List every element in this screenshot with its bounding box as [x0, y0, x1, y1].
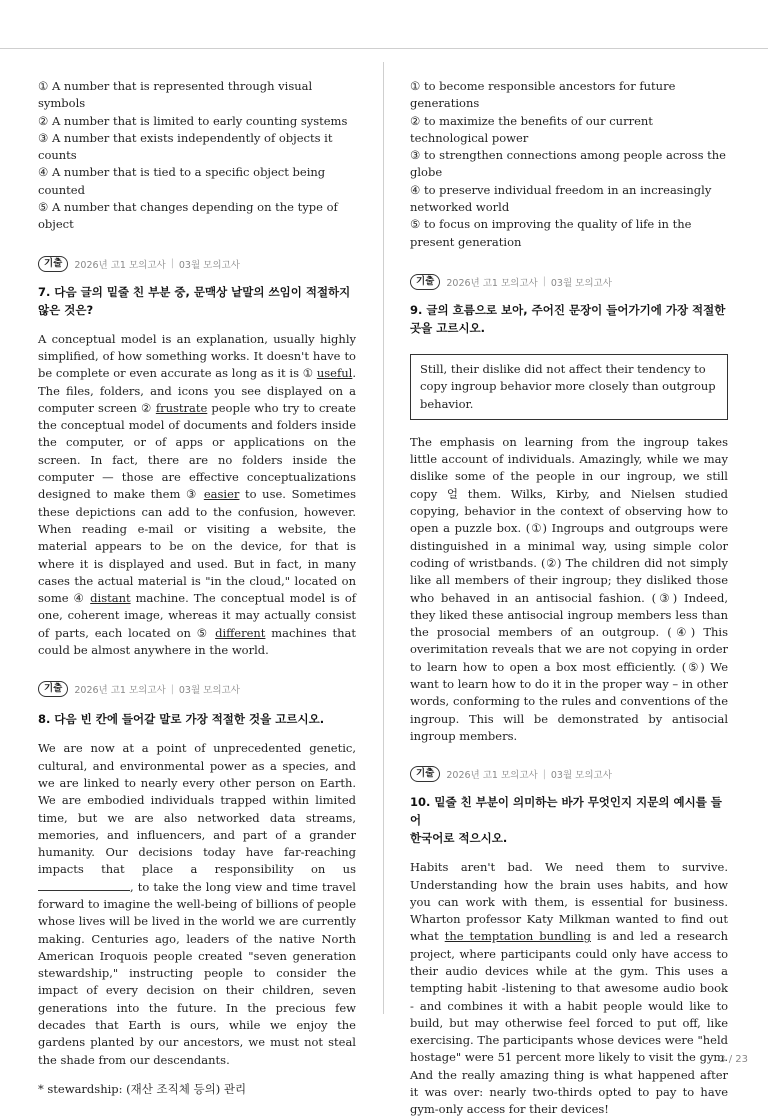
q10-title	[410, 793, 728, 847]
q7-text-3: people who try to create the conceptual model of documents and folders inside the computer, or of apps or applications on the screen. In fact, there are no folders inside the computer — those are effective conceptualizations designed to make them ③	[38, 400, 356, 502]
q8-year: 2026년 고1 모의고사	[74, 685, 166, 697]
q10-year: 2026년 고1 모의고사	[446, 770, 538, 782]
q9-passage: The emphasis on learning from the ingroup takes little account of individuals. Amazingly, while we may dislike some of the people in our ingroup, we still copy 얼 them. Wilks, Kirby, and Nielsen studied copying, behavior in the context of observing how to open a puzzle box. (①) Ingroups and outgroups were distinguished in a minimal way, using simple color coding of wristbands. (②) The children did not simply like all members of their ingroup; they disliked those who behaved in an antisocial fashion. (③) Indeed, they liked these antisocial ingroup members less than the prosocial members of an outgroup. (④) This overimitation reveals that we are not copying in order to learn how to open a box most efficiently. (⑤) We want to learn how to do it in the proper way – in other words, conforming to the rules and conventions of the ingroup. This will be demonstrated by antisocial ingroup members.	[410, 434, 728, 743]
q8-footnote: * stewardship: (재산 조직체 등의) 관리	[38, 1081, 247, 1096]
page-number: 3 / 23	[719, 1054, 748, 1065]
q6-option-4: ④ A number that is tied to a specific object being counted	[38, 165, 326, 197]
q7-title-line1: 7. 다음 글의 밑줄 친 부분 중, 문맥상 낱말의 쓰임이 적절하지	[38, 284, 351, 299]
q7-exam: 03월 모의고사	[178, 259, 240, 271]
q7-underline-4: distant	[90, 591, 131, 606]
q7-year: 2026년 고1 모의고사	[74, 259, 166, 271]
q8-exam: 03월 모의고사	[178, 685, 240, 697]
q9-exam: 03월 모의고사	[550, 277, 612, 289]
q7-text-1: A conceptual model is an explanation, usually highly simplified, of how something works. It doesn't have to be complete or even accurate as long as it is ①	[38, 331, 356, 381]
q10-underline-1: the temptation bundling	[444, 929, 591, 944]
q9-given-sentence-box: Still, their dislike did not affect their tendency to copy ingroup behavior more closely than outgroup behavior.	[410, 354, 728, 420]
q8-option-1: ① to become responsible ancestors for future generations	[410, 79, 676, 111]
q7-underline-5: different	[215, 625, 266, 640]
q6-option-1: ① A number that is represented through visual symbols	[38, 79, 313, 111]
q9-title-line2: 곳을 고르시오.	[410, 320, 486, 335]
q8-blank	[38, 880, 130, 891]
q10-title-line1: 10. 밑줄 친 부분이 의미하는 바가 무엇인지 지문의 예시를 들어	[410, 795, 722, 828]
q7-text-4: to use. Sometimes these depictions can add to the confusion, however. When reading e-mail or visiting a website, the material appears to be on the device, for that is where it is displayed and used. But in fact, in many cases the actual material is "in the cloud," located on some ④	[38, 487, 356, 606]
column-divider	[383, 62, 384, 1014]
q9-year: 2026년 고1 모의고사	[446, 277, 538, 289]
q6-option-5: ⑤ A number that changes depending on the type of object	[38, 200, 338, 232]
q6-option-3: ③ A number that exists independently of objects it counts	[38, 130, 333, 163]
q9-tag-row	[410, 273, 728, 291]
q10-tag-row	[410, 765, 728, 783]
q7-passage	[38, 331, 356, 660]
q8-option-5: ⑤ to focus on improving the quality of life in the present generation	[410, 217, 692, 249]
q9-tag-badge: 기출	[410, 274, 440, 290]
q7-underline-2: frustrate	[155, 400, 208, 415]
q6-options	[38, 78, 356, 234]
left-column	[38, 78, 356, 1098]
q7-text-2: . The files, folders, and icons you see displayed on a computer screen ②	[38, 366, 356, 415]
q7-title	[38, 283, 356, 319]
q10-text-1: Habits aren't bad. We need them to survive. Understanding how the brain uses habits, and how you can work with them, is essential for business. Wharton professor Katy Milkman wanted to find out what	[410, 860, 728, 944]
q7-text-5: machine. The conceptual model is of one, coherent image, whereas it may actually consist of parts, each located on ⑤	[38, 591, 356, 640]
q7-separator: |	[170, 258, 174, 270]
q8-option-4: ④ to preserve individual freedom in an increasingly networked world	[410, 182, 712, 215]
q7-text-6: machines that could be almost anywhere in the world.	[38, 625, 357, 658]
q8-options	[410, 78, 728, 251]
q10-tag-badge: 기출	[410, 766, 440, 782]
q10-title-line2: 한국어로 적으시오.	[410, 831, 508, 846]
q7-underline-1: useful	[316, 366, 353, 381]
q8-tag-badge: 기출	[38, 681, 68, 697]
right-column	[410, 78, 728, 1119]
q10-exam: 03월 모의고사	[550, 770, 612, 782]
q9-title-line1: 9. 글의 흐름으로 보아, 주어진 문장이 들어가기에 가장 적절한	[410, 302, 726, 317]
q8-passage	[38, 740, 356, 1069]
q10-separator: |	[542, 768, 546, 780]
q8-title: 8. 다음 빈 칸에 들어갈 말로 가장 적절한 것을 고르시오.	[38, 712, 325, 727]
q8-text-1: We are now at a point of unprecedented genetic, cultural, and environmental power as a species, and we are linked to nearly every other person on Earth. We are embodied individuals trapped within limited time, but we are also networked data streams, memories, and influencers, and part of a grander humanity. Our decisions today have far-reaching impacts that place a responsibility on us	[38, 741, 356, 877]
q8-text-2: , to take the long view and time travel forward to imagine the well-being of billions of people whose lives will be lived in the world we are currently making. Centuries ago, leaders of the native North American Iroquois people created "seven generation stewardship," instructing people to consider the impact of every decision on their children, seven generations into the future. In the precious few decades that Earth is ours, while we enjoy the gardens planted by our ancestors, we must not steal the shade from our descendants.	[38, 879, 356, 1067]
q8-separator: |	[170, 683, 174, 695]
q9-title	[410, 301, 728, 337]
q7-underline-3: easier	[203, 487, 240, 502]
q6-option-2: ② A number that is limited to early counting systems	[38, 113, 348, 128]
q9-separator: |	[542, 276, 546, 288]
q8-option-2: ② to maximize the benefits of our current technological power	[410, 113, 653, 145]
q10-text-2: is and led a research project, where participants could only have access to their audio devices while at the gym. This uses a tempting habit -listening to that awesome audio book - and combines it with a habit people would like to build, but may otherwise feel forced to put off, like exercising. The participants whose devices were "held hostage" were 51 percent more likely to visit the gym. And the really amazing thing is what happened after it was over: nearly two-thirds opted to pay to have gym-only access for their devices!	[410, 929, 728, 1117]
q7-tag-row	[38, 255, 356, 273]
q7-title-line2: 않은 것은?	[38, 302, 94, 317]
q10-passage	[410, 859, 728, 1118]
q7-tag-badge: 기출	[38, 256, 68, 272]
q8-tag-row	[38, 680, 356, 698]
header-rule	[0, 48, 768, 49]
q8-option-3: ③ to strengthen connections among people across the globe	[410, 148, 726, 180]
